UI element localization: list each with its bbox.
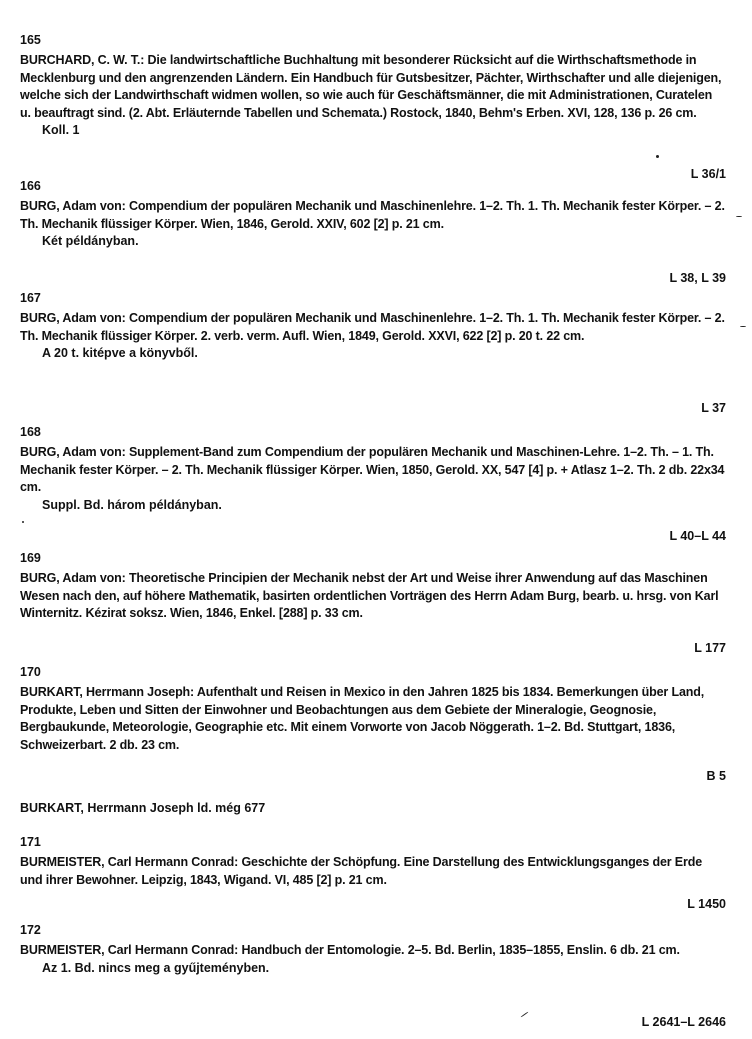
catalog-entry	[20, 922, 726, 1029]
catalog-entry	[20, 664, 726, 783]
entry-text: BURG, Adam von: Compendium der populären Mechanik und Maschinenlehre. 1–2. Th. 1. Th. Mechanik fester Körper. – 2. Th. Mechanik flüssiger Körper. 2. verb. verm. Aufl. Wien, 1849, Gerold. XXVI, 622 [2] p. 20 t. 22 cm.	[20, 311, 725, 343]
entry-text: BURMEISTER, Carl Hermann Conrad: Geschichte der Schöpfung. Eine Darstellung des Entwicklungsganges der Erde und ihrer Bewohner. Leipzig, 1843, Wigand. VI, 485 [2] p. 21 cm.	[20, 855, 702, 887]
catalog-entry	[20, 424, 726, 543]
entry-text: BURKART, Herrmann Joseph: Aufenthalt und Reisen in Mexico in den Jahren 1825 bis 1834. Bemerkungen über Land, Produkte, Leben und Sitten der Einwohner und Beobachtungen aus dem Gebiete der Mineralogie, Geognosie, Bergbaukunde, Meteorologie, Geographie etc. Mit einem Vorworte von Jacob Nöggerath. 1–2. Bd. Stuttgart, 1836, Schweizerbart. 2 db. 23 cm.	[20, 685, 705, 752]
entry-number: 169	[20, 551, 41, 565]
entry-signature: L 40–L 44	[669, 529, 726, 543]
entry-text: BURMEISTER, Carl Hermann Conrad: Handbuch der Entomologie. 2–5. Bd. Berlin, 1835–1855, Enslin. 6 db. 21 cm.	[20, 943, 680, 957]
entry-note: Az 1. Bd. nincs meg a gyűjteményben.	[42, 960, 270, 975]
entry-number: 167	[20, 291, 41, 305]
entry-text: BURCHARD, C. W. T.: Die landwirtschaftliche Buchhaltung mit besonderer Rücksicht auf die Wirthschaftsmethode in Mecklenburg und den angrenzenden Ländern. Ein Handbuch für Gutsbesitzer, Pächter, Wirthschafter und alle diejenigen, welche sich der Landwirthschaft widmen wollen, so wie auch für Geschäftsmänner, die mit Administrationen, Curatelen u. beauftragt sind. (2. Abt. Erläuternde Tabellen und Schemata.) Rostock, 1840, Behm's Erben. XVI, 128, 136 p. 26 cm.	[20, 53, 722, 120]
entry-signature: L 37	[701, 401, 726, 415]
scan-speck	[656, 155, 659, 158]
entry-note: Suppl. Bd. három példányban.	[42, 497, 222, 512]
entry-number: 172	[20, 923, 41, 937]
entry-signature: L 177	[694, 641, 726, 655]
entry-number: 171	[20, 835, 41, 849]
catalog-entry	[20, 290, 726, 415]
scan-speck	[736, 216, 742, 217]
catalog-entry	[20, 834, 726, 911]
scan-speck	[521, 1012, 529, 1018]
entry-number: 165	[20, 33, 41, 47]
entry-signature: B 5	[706, 769, 726, 783]
entry-signature: L 36/1	[690, 167, 726, 181]
catalog-entry	[20, 178, 726, 285]
entry-signature: L 2641–L 2646	[641, 1015, 726, 1029]
catalog-entry	[20, 32, 726, 181]
entry-text: BURG, Adam von: Supplement-Band zum Compendium der populären Mechanik und Maschinen-Lehre. 1–2. Th. – 1. Th. Mechanik fester Körper. – 2. Th. Mechanik flüssiger Körper. Wien, 1850, Gerold. XX, 547 [4] p. + Atlasz 1–2. Th. 2 db. 22x34 cm.	[20, 445, 725, 494]
scan-speck	[740, 326, 746, 327]
entry-note: Két példányban.	[42, 234, 139, 248]
entry-number: 168	[20, 425, 41, 439]
entry-number: 170	[20, 665, 41, 679]
entry-text: BURG, Adam von: Compendium der populären Mechanik und Maschinenlehre. 1–2. Th. 1. Th. Mechanik fester Körper. – 2. Th. Mechanik flüssiger Körper. Wien, 1846, Gerold. XXIV, 602 [2] p. 21 cm.	[20, 199, 725, 231]
entry-text: BURG, Adam von: Theoretische Principien der Mechanik nebst der Art und Weise ihrer Anwendung auf das Maschinen Wesen nach den, auf höhere Mathematik, basirten ordentlichen Vorträgen des Herrn Adam Burg, bearb. u. hrsg. von Karl Winternitz. Kézirat soksz. Wien, 1846, Enkel. [288] p. 33 cm.	[20, 571, 719, 620]
entry-signature: L 38, L 39	[669, 271, 726, 285]
catalog-entry	[20, 550, 726, 655]
entry-note: A 20 t. kitépve a könyvből.	[42, 346, 198, 360]
entry-signature: L 1450	[687, 897, 726, 911]
cross-reference: BURKART, Herrmann Joseph ld. még 677	[20, 801, 266, 815]
entry-note: Koll. 1	[42, 123, 80, 137]
scan-speck	[22, 521, 24, 523]
entry-number: 166	[20, 179, 41, 193]
